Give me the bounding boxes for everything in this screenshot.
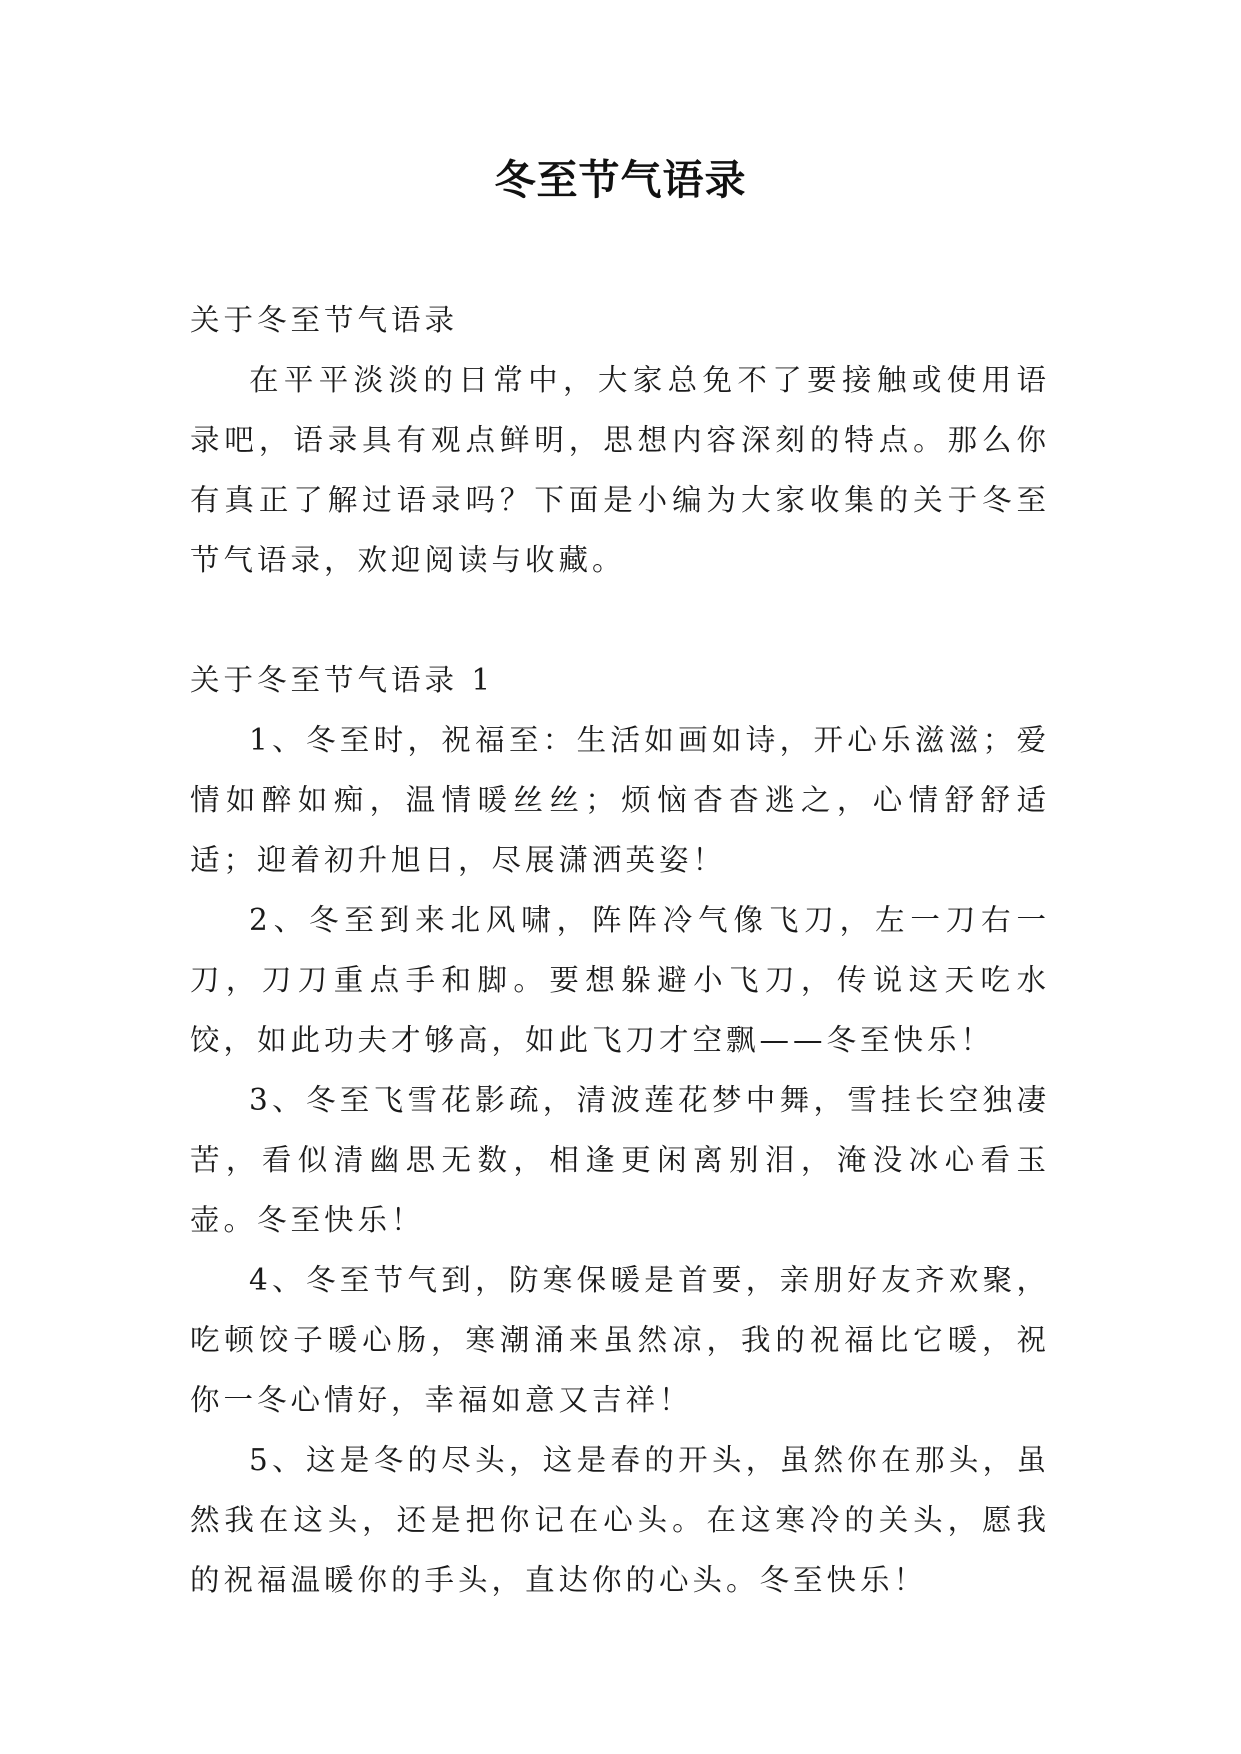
section-spacer: [190, 590, 1050, 650]
document-title: 冬至节气语录: [494, 156, 747, 204]
intro-heading: 关于冬至节气语录: [190, 303, 459, 337]
section-heading: 关于冬至节气语录 1: [190, 663, 495, 697]
intro-paragraph: 在平平淡淡的日常中，大家总免不了要接触或使用语录吧，语录具有观点鲜明，思想内容深刻的特点。那么你有真正了解过语录吗？下面是小编为大家收集的关于冬至节气语录，欢迎阅读与收藏。: [190, 363, 1050, 577]
quote-paragraph-3: 3、冬至飞雪花影疏，清波莲花梦中舞，雪挂长空独凄苦，看似清幽思无数，相逢更闲离别泪，淹没冰心看玉壶。冬至快乐！: [190, 1083, 1050, 1237]
quote-paragraph-4: 4、冬至节气到，防寒保暖是首要，亲朋好友齐欢聚，吃顿饺子暖心肠，寒潮涌来虽然凉，我的祝福比它暖，祝你一冬心情好，幸福如意又吉祥！: [190, 1263, 1050, 1417]
quote-paragraph-2: 2、冬至到来北风啸，阵阵冷气像飞刀，左一刀右一刀，刀刀重点手和脚。要想躲避小飞刀，传说这天吃水饺，如此功夫才够高，如此飞刀才空飘——冬至快乐！: [190, 903, 1050, 1057]
document-body: [190, 290, 1050, 1610]
quote-paragraph-5: 5、这是冬的尽头，这是春的开头，虽然你在那头，虽然我在这头，还是把你记在心头。在这寒冷的关头，愿我的祝福温暖你的手头，直达你的心头。冬至快乐！: [190, 1443, 1050, 1597]
quote-paragraph-1: 1、冬至时，祝福至：生活如画如诗，开心乐滋滋；爱情如醉如痴，温情暖丝丝；烦恼杳杳逃之，心情舒舒适适；迎着初升旭日，尽展潇洒英姿！: [190, 723, 1050, 877]
